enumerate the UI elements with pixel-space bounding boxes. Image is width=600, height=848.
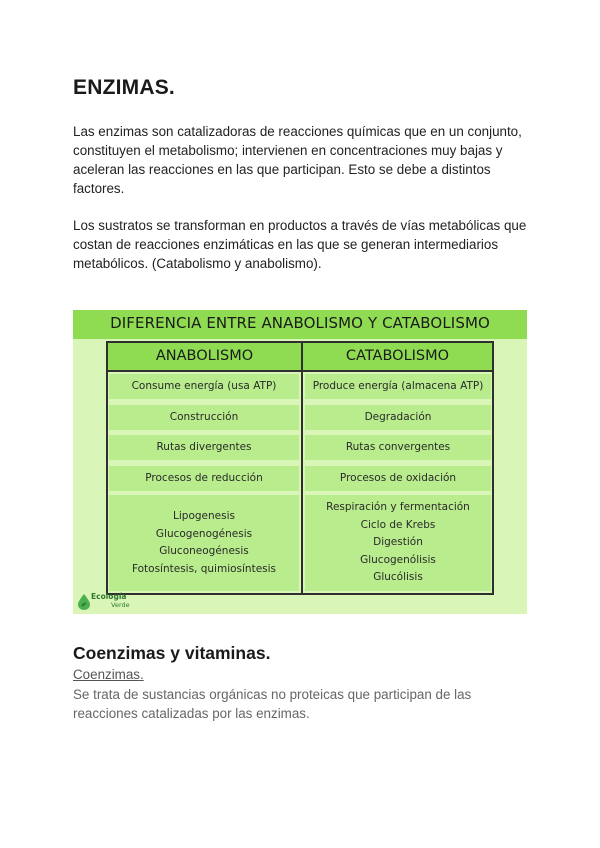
example-item: Lipogenesis — [173, 510, 235, 522]
table-cell-catabolismo-oxidation: Procesos de oxidación — [305, 466, 491, 491]
example-item: Glucogenogénesis — [155, 527, 253, 540]
column-header-catabolismo: CATABOLISMO — [303, 343, 492, 372]
table-cell-catabolismo-degradation: Degradación — [305, 405, 491, 430]
table-cell-anabolismo-energy: Consume energía (usa ATP) — [109, 374, 299, 399]
table-cell-anabolismo-examples — [109, 495, 299, 591]
example-item: Glucólisis — [373, 571, 423, 584]
comparison-table — [106, 341, 494, 595]
infographic-title: DIFERENCIA ENTRE ANABOLISMO Y CATABOLISMO — [110, 314, 490, 332]
example-item: Fotosíntesis, quimiosíntesis — [131, 562, 277, 575]
page-title: ENZIMAS. — [73, 76, 175, 99]
example-item: Ciclo de Krebs — [360, 518, 436, 531]
table-cell-anabolismo-reduction: Procesos de reducción — [109, 466, 299, 491]
coenzimas-paragraph: Se trata de sustancias orgánicas no proteicas que participan de las reacciones catalizadas por las enzimas. — [73, 687, 472, 721]
table-cell-anabolismo-construction: Construcción — [109, 405, 299, 430]
example-item: Gluconeogénesis — [159, 545, 249, 557]
infographic-header — [73, 310, 527, 339]
anabolism-catabolism-infographic — [73, 310, 527, 614]
example-item: Digestión — [373, 536, 423, 549]
drop-leaf-icon — [78, 594, 90, 610]
column-divider — [301, 343, 303, 593]
metabolism-paragraph: Los sustratos se transforman en productos a través de vías metabólicas que costan de reacciones enzimáticas en las que se generan intermediarios metabólicos. (Catabolismo y anabolismo). — [73, 218, 527, 271]
logo-text-verde: Verde — [111, 601, 130, 609]
section-heading: Coenzimas y vitaminas. — [73, 643, 271, 663]
column-header-anabolismo: ANABOLISMO — [108, 343, 301, 372]
table-cell-anabolismo-routes: Rutas divergentes — [109, 435, 299, 460]
table-cell-catabolismo-routes: Rutas convergentes — [305, 435, 491, 460]
ecologia-verde-logo — [78, 593, 158, 611]
table-cell-catabolismo-examples — [305, 495, 491, 591]
example-item: Respiración y fermentación — [326, 501, 470, 514]
example-item: Glucogenólisis — [360, 553, 436, 566]
intro-paragraph: Las enzimas son catalizadoras de reacciones químicas que en un conjunto, constituyen el metabolismo; intervienen en concentraciones muy bajas y aceleran las reacciones en las que participan. Esto se debe a distintos factores. — [73, 124, 522, 196]
logo-text-ecologia: Ecología — [91, 592, 127, 601]
subheading-coenzimas: Coenzimas. — [73, 667, 144, 682]
table-cell-catabolismo-energy: Produce energía (almacena ATP) — [305, 374, 491, 399]
